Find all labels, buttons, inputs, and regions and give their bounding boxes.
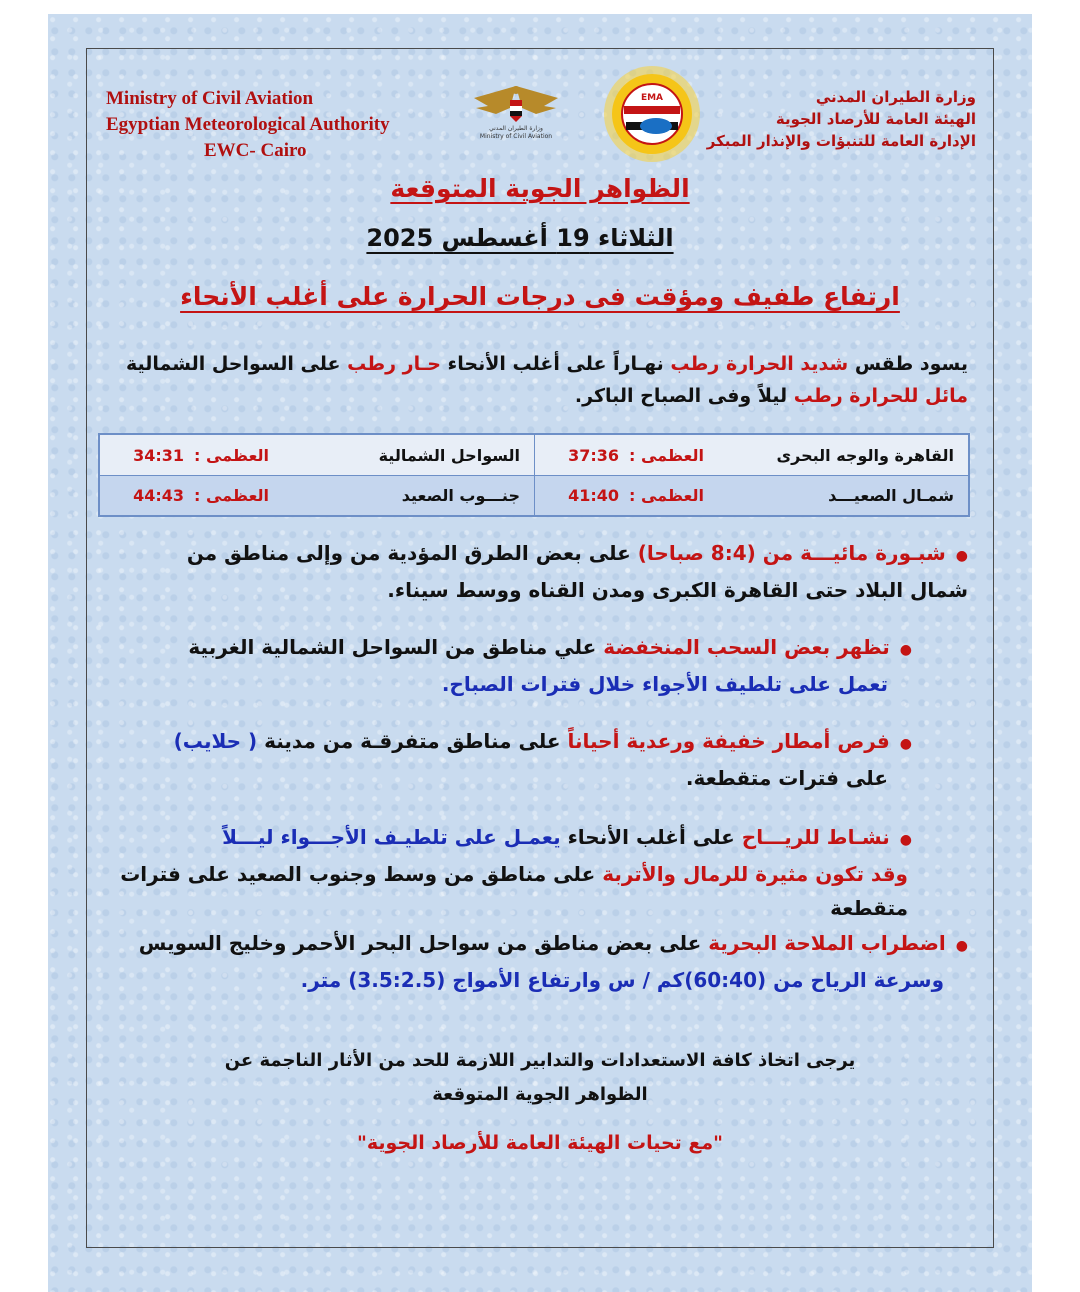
list-item: ●شبـورة مائيـــة من (8:4 صباحا) على بعض الطرق المؤدية من وإلى مناطق من شمال البلاد حتى القاهرة الكبرى ومدن القناه ووسط سيناء. (186, 541, 968, 602)
list-item: ●اضطراب الملاحة البحرية على بعض مناطق من سواحل البحر الأحمر وخليج السويس وسرعة الرياح من (60:40)كم / س وارتفاع الأمواج (3.5:2.5) متر. (138, 931, 968, 992)
max-value: 34:31 (133, 445, 184, 465)
max-value: 41:40 (568, 486, 619, 505)
document-title: الظواهر الجوية المتوقعة (390, 174, 690, 203)
list-item: ●فرص أمطار خفيفة ورعدية أحياناً على مناطق متفرقـة من مدينة ( حلايب) على فترات متقطعة. (173, 729, 912, 790)
bullet-icon: ● (955, 548, 968, 564)
region-name: شمـال الصعيـــد (828, 486, 954, 505)
mca-logo-caption-ar: وزارة الطيران المدني (489, 125, 543, 132)
intro-paragraph: يسود طقس شديد الحرارة رطب نهـاراً على أغلب الأنحاء حـار رطب على السواحل الشمالية مائل للحرارة رطب ليلاً وفى الصباح الباكر. (125, 353, 968, 407)
authority-name-ar: الهيئة العامة للأرصاد الجوية (775, 110, 976, 128)
list-item: ●تظهر بعض السحب المنخفضة علي مناطق من السواحل الشمالية الغربية تعمل على تلطيف الأجواء خلال فترات الصباح. (188, 635, 912, 696)
arabic-header (646, 86, 976, 152)
list-item: ●نشـاط للريـــاح على أغلب الأنحاء يعمـل على تلطيـف الأجـــواء ليـــلاً وقد تكون مثيرة للرمال والأتربة على مناطق من وسط وجنوب الصعيد على فترات متقطعة (120, 825, 912, 920)
closing-greeting: "مع تحيات الهيئة العامة للأرصاد الجوية" (356, 1132, 724, 1154)
bullet-icon: ● (955, 938, 968, 954)
bullet-icon: ● (899, 642, 912, 658)
max-value: 44:43 (133, 486, 184, 505)
authority-name-en: Egyptian Meteorological Authority (106, 114, 390, 135)
max-label: العظمى : (194, 486, 269, 505)
ministry-name-ar: وزارة الطيران المدني (815, 88, 976, 106)
bullet-icon: ● (899, 736, 912, 752)
ministry-eagle-logo (466, 78, 566, 140)
department-name-ar: الإدارة العامة للتنبؤات والإنذار المبكر (706, 132, 976, 150)
temperature-cell (534, 435, 968, 475)
max-label: العظمى : (194, 445, 269, 465)
max-label: العظمى : (629, 445, 704, 465)
temperature-table (98, 433, 970, 517)
temperature-cell (100, 435, 534, 475)
closing-note: يرجى اتخاذ كافة الاستعدادات والتدابير اللازمة للحد من الأثار الناجمة عن الظواهر الجوية المتوقعة (224, 1050, 856, 1105)
max-label: العظمى : (629, 486, 704, 505)
temperature-cell (534, 475, 968, 515)
bullet-icon: ● (899, 832, 912, 848)
forecast-date: الثلاثاء 19 أغسطس 2025 (366, 224, 674, 252)
mca-logo-caption-en: Ministry of Civil Aviation (479, 133, 553, 140)
region-name: القاهرة والوجه البحرى (776, 445, 954, 465)
english-header (106, 86, 456, 164)
region-name: السواحل الشمالية (378, 445, 520, 465)
center-name-en: EWC- Cairo (204, 140, 307, 161)
temperature-cell (100, 475, 534, 515)
ministry-name-en: Ministry of Civil Aviation (106, 88, 314, 109)
max-value: 37:36 (568, 445, 619, 465)
region-name: جنـــوب الصعيد (401, 486, 520, 505)
ema-logo-text: EMA (640, 93, 664, 103)
forecast-headline: ارتفاع طفيف ومؤقت فى درجات الحرارة على أغلب الأنحاء (180, 282, 900, 311)
